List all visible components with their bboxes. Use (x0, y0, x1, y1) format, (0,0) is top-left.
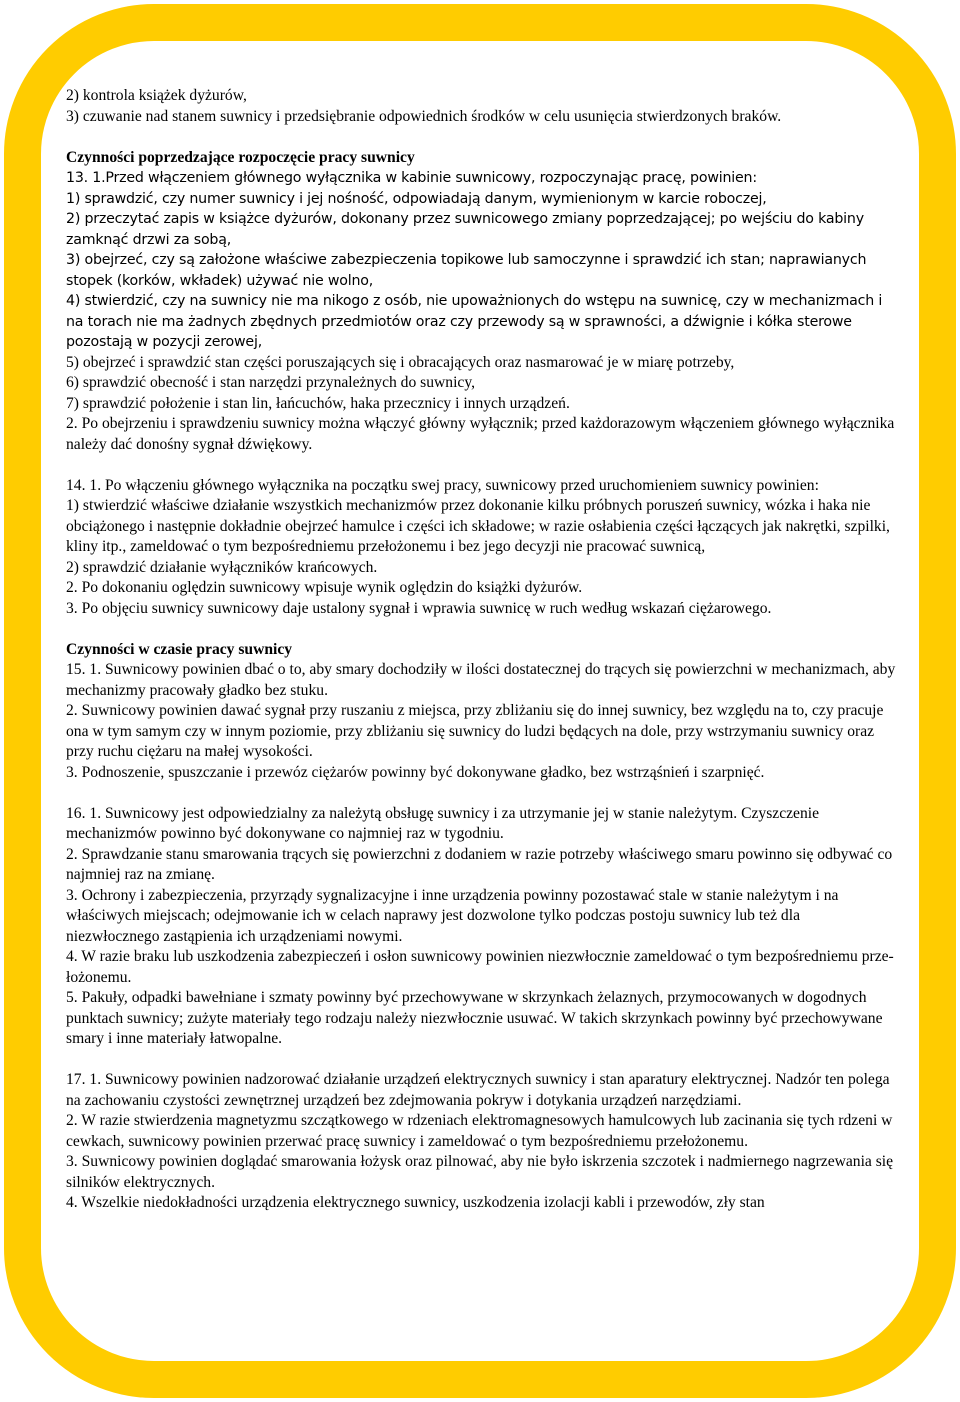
paragraph: 7) sprawdzić położenie i stan lin, łańcuchów, haka przecznicy i innych urządzeń. (66, 394, 570, 412)
paragraph: 2) sprawdzić działanie wyłączników krańcowych. (66, 558, 378, 576)
paragraph: 1) stwierdzić właściwe działanie wszystkich mechanizmów przez dokonanie kilku próbnych poruszeń suwnicy, wózka i haka nie obciążonego i następnie dokładnie obejrzeć hamulce i części ich składowe; w razie osłabienia części łączących jak nakrętki, szpilki, kliny itp., zameldować o tym bezpośredniemu przełożonemu i bez jego decyzji nie pracować suwnicą, (66, 497, 890, 555)
section-heading: Czynności w czasie pracy suwnicy (66, 640, 293, 658)
paragraph: 6) sprawdzić obecność i stan narzędzi przynależnych do suwnicy, (66, 374, 476, 391)
spacer (66, 127, 896, 148)
paragraph: 3. Suwnicowy powinien doglądać smarowania łożysk oraz pilnować, aby nie było iskrzenia szczotek i nadmiernego nagrzewania się silników elektrycznych. (66, 1153, 894, 1191)
paragraph: 3. Ochrony i zabezpieczenia, przyrządy sygnalizacyjne i inne urządzenia powinny pozostawać stale w stanie należytym i na właściwych miejscach; odejmowanie ich w celach naprawy jest dozwolone tylko podczas postoju suwnicy lub też dla niezwłocznego zastąpienia ich urządzeniami nowymi. (66, 886, 839, 945)
paragraph: 4. Wszelkie niedokładności urządzenia elektrycznego suwnicy, uszkodzenia izolacji kabli i przewodów, zły stan (66, 1194, 765, 1211)
paragraph: 16. 1. Suwnicowy jest odpowiedzialny za należytą obsługę suwnicy i za utrzymanie jej w stanie należytym. Czyszczenie mechanizmów powinno być dokonywane co najmniej raz w tygodniu. (66, 804, 820, 842)
spacer (66, 455, 896, 476)
paragraph: 1) sprawdzić, czy numer suwnicy i jej nośność, odpowiadają danym, wymienionym w karcie roboczej, (66, 190, 767, 207)
document-page (66, 86, 896, 1214)
spacer (66, 1050, 896, 1071)
paragraph: 2) kontrola książek dyżurów, (66, 87, 247, 104)
paragraph: 5) obejrzeć i sprawdzić stan części poruszających się i obracających oraz nasmarować je w miarę potrzeby, (66, 353, 735, 371)
paragraph: 2. Po obejrzeniu i sprawdzeniu suwnicy można włączyć główny wyłącznik; przed każdorazowym włączeniem głównego wyłącznika należy dać donośny sygnał dźwiękowy. (66, 415, 895, 453)
paragraph: 5. Pakuły, odpadki bawełniane i szmaty powinny być przechowywane w skrzynkach żelaznych, przymocowanych w dogodnych punktach suwnicy; zużyte materiały tego rodzaju należy niezwłocznie usuwać. W takich skrzynkach powinny być przechowywane smary i inne materiały łatwopalne. (66, 989, 883, 1047)
paragraph: 2. Sprawdzanie stanu smarowania trących się powierzchni z dodaniem w razie potrzeby właściwego smaru powinno się odbywać co najmniej raz na zmianę. (66, 845, 893, 883)
paragraph: 13. 1.Przed włączeniem głównego wyłącznika w kabinie suwnicowy, rozpoczynając pracę, powinien: (66, 170, 757, 186)
paragraph: 4. W razie braku lub uszkodzenia zabezpieczeń i osłon suwnicowy powinien niezwłocznie zameldować o tym bezpośredniemu prze-łożonemu. (66, 948, 894, 986)
paragraph: 2. W razie stwierdzenia magnetyzmu szczątkowego w rdzeniach elektromagnesowych hamulcowych lub zacinania się tych rdzeni w cewkach, suwnicowy powinien przerwać pracę suwnicy i zameldować o tym bezpośredniemu przełożonemu. (66, 1112, 893, 1150)
paragraph: 2. Po dokonaniu oględzin suwnicowy wpisuje wynik oględzin do książki dyżurów. (66, 579, 583, 596)
paragraph: 4) stwierdzić, czy na suwnicy nie ma nikogo z osób, nie upoważnionych do wstępu na suwnicę, czy w mechanizmach i na torach nie ma żadnych zbędnych przedmiotów oraz czy przewody są w sprawności, a dźwignie i kółka sterowe pozostają w pozycji zerowej, (66, 293, 883, 350)
paragraph: 3) obejrzeć, czy są założone właściwe zabezpieczenia topikowe lub samoczynne i sprawdzić ich stan; naprawianych stopek (korków, wkładek) używać nie wolno, (66, 252, 867, 289)
paragraph: 14. 1. Po włączeniu głównego wyłącznika na początku swej pracy, suwnicowy przed uruchomieniem suwnicy powinien: (66, 476, 819, 494)
paragraph: 17. 1. Suwnicowy powinien nadzorować działanie urządzeń elektrycznych suwnicy i stan aparatury elektrycznej. Nadzór ten polega na zachowaniu czystości zewnętrznej urządzeń bez zdejmowania pokryw i dotykania urządzeń narzędziami. (66, 1071, 890, 1109)
paragraph: 2) przeczytać zapis w książce dyżurów, dokonany przez suwnicowego zmiany poprzedzającej; po wejściu do kabiny zamknąć drzwi za sobą, (66, 211, 864, 248)
spacer (66, 619, 896, 640)
spacer (66, 783, 896, 804)
paragraph: 3. Po objęciu suwnicy suwnicowy daje ustalony sygnał i wprawia suwnicę w ruch według wskazań ciężarowego. (66, 599, 772, 617)
paragraph: 15. 1. Suwnicowy powinien dbać o to, aby smary dochodziły w ilości dostatecznej do trących się powierzchni w mechanizmach, aby mechanizmy pracowały gładko bez stuku. (66, 661, 896, 699)
paragraph: 3) czuwanie nad stanem suwnicy i przedsiębranie odpowiednich środków w celu usunięcia stwierdzonych braków. (66, 107, 782, 125)
paragraph: 3. Podnoszenie, spuszczanie i przewóz ciężarów powinny być dokonywane gładko, bez wstrząśnień i szarpnięć. (66, 763, 765, 781)
section-heading: Czynności poprzedzające rozpoczęcie pracy suwnicy (66, 148, 415, 166)
paragraph: 2. Suwnicowy powinien dawać sygnał przy ruszaniu z miejsca, przy zbliżaniu się do innej suwnicy, bez względu na to, czy pracuje ona w tym samym czy w innym poziomie, przy zbliżaniu się suwnicy do ludzi będących na dole, przy wstrzymaniu suwnicy oraz przy ruchu ciężaru na małej wysokości. (66, 702, 884, 760)
